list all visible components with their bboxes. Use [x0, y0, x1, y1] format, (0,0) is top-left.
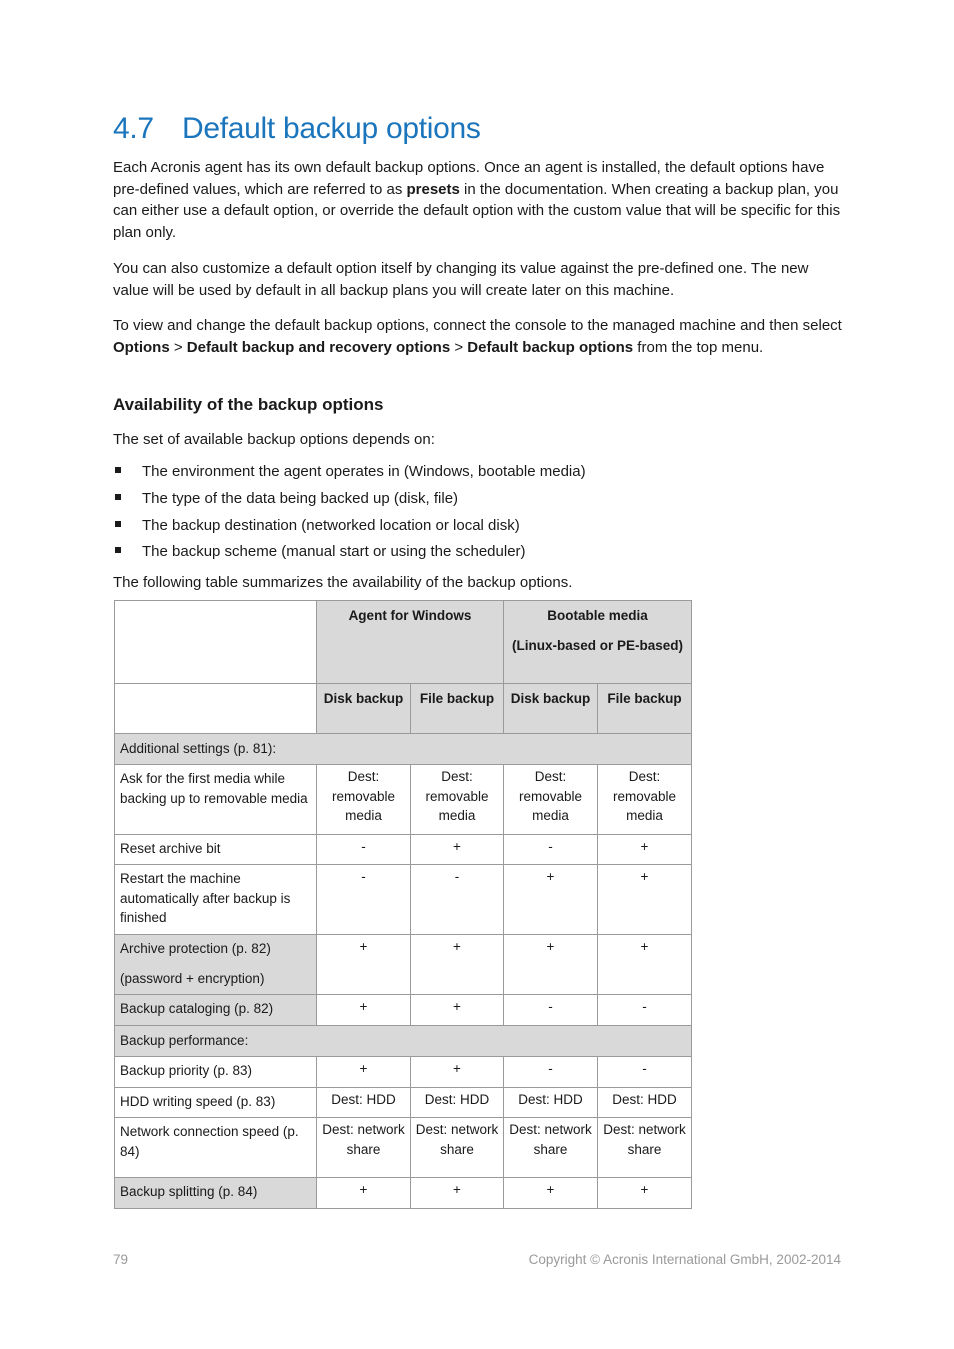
- table-cell: Dest: network share: [317, 1118, 411, 1178]
- section-title: Default backup options: [182, 112, 481, 145]
- table-cell: +: [317, 1057, 411, 1088]
- table-cell: +: [411, 835, 504, 865]
- table-corner-cell: [115, 684, 317, 734]
- table-row: [115, 1057, 692, 1088]
- path-separator: >: [169, 338, 187, 356]
- list-item-text: The environment the agent operates in (Windows, bootable media): [142, 463, 586, 480]
- table-cell: +: [411, 1057, 504, 1088]
- table-cell: Dest: removable media: [598, 765, 692, 835]
- table-row: [115, 995, 692, 1026]
- subheading-availability: Availability of the backup options: [113, 395, 384, 414]
- group-header-label: Agent for Windows: [348, 608, 472, 623]
- column-header-disk-backup: Disk backup: [317, 684, 411, 734]
- table-row: [115, 1118, 692, 1178]
- group-header-bootable-media: [504, 601, 692, 684]
- row-label: Backup cataloging (p. 82): [115, 995, 317, 1026]
- table-cell: -: [504, 1057, 598, 1088]
- table-cell: +: [598, 835, 692, 865]
- section-row: [115, 734, 692, 765]
- list-item-text: The type of the data being backed up (disk, file): [142, 489, 459, 507]
- table-cell: +: [411, 995, 504, 1026]
- row-label: [115, 935, 317, 995]
- table-cell: -: [504, 835, 598, 865]
- table-subheader-row: [115, 684, 692, 734]
- row-label: HDD writing speed (p. 83): [115, 1088, 317, 1118]
- section-label-additional-settings: Additional settings (p. 81):: [115, 734, 692, 765]
- paragraph-presets: [113, 157, 843, 243]
- table-cell: +: [317, 1178, 411, 1209]
- table-row: [115, 835, 692, 865]
- text-run: from the top menu.: [633, 338, 764, 356]
- column-header-file-backup: File backup: [411, 684, 504, 734]
- table-cell: +: [504, 1178, 598, 1209]
- group-header-label: Bootable media: [547, 608, 648, 623]
- row-label-line: Archive protection (p. 82): [120, 941, 271, 956]
- table-cell: -: [504, 995, 598, 1026]
- table-cell: +: [504, 865, 598, 935]
- text-run: Each Acronis agent has its own default backup options. Once an agent is installed, the default options have pre-defined values, which are referred to as: [113, 159, 825, 198]
- text-run: in the documentation. When creating a backup plan, you can either use a default option, or override the default option with the custom value that will be specific for this plan only.: [113, 180, 841, 241]
- row-label: Restart the machine automatically after backup is finished: [115, 865, 317, 935]
- table-cell: Dest: network share: [411, 1118, 504, 1178]
- table-corner-cell: [115, 601, 317, 684]
- page-number: 79: [113, 1252, 129, 1267]
- copyright-notice: Copyright © Acronis International GmbH, 2002-2014: [528, 1252, 841, 1267]
- table-row: [115, 865, 692, 935]
- bullet-list: [113, 461, 586, 568]
- table-cell: +: [411, 935, 504, 995]
- row-label: Reset archive bit: [115, 835, 317, 865]
- section-label-backup-performance: Backup performance:: [115, 1026, 692, 1057]
- table-row: [115, 935, 692, 995]
- paragraph-navigation: [113, 315, 843, 358]
- row-label: Ask for the first media while backing up to removable media: [115, 765, 317, 835]
- menu-path-default-backup-options: Default backup options: [467, 338, 634, 356]
- table-cell: Dest: removable media: [411, 765, 504, 835]
- section-row: [115, 1026, 692, 1057]
- bullet-square-icon: [115, 521, 121, 527]
- group-header-agent-windows: [317, 601, 504, 684]
- table-cell: +: [411, 1178, 504, 1209]
- table-cell: -: [598, 995, 692, 1026]
- menu-path-default-backup-recovery: Default backup and recovery options: [186, 338, 451, 356]
- paragraph-customize: You can also customize a default option itself by changing its value against the pre-defined one. The new value will be used by default in all backup plans you will create later on this machine.: [113, 260, 809, 299]
- row-label: Network connection speed (p. 84): [115, 1118, 317, 1178]
- table-cell: +: [317, 995, 411, 1026]
- row-label: Backup priority (p. 83): [115, 1057, 317, 1088]
- row-label-line: (password + encryption): [120, 970, 265, 986]
- table-cell: Dest: removable media: [504, 765, 598, 835]
- table-header-row: [115, 601, 692, 684]
- table-cell: Dest: removable media: [317, 765, 411, 835]
- column-header-disk-backup: Disk backup: [504, 684, 598, 734]
- table-cell: -: [411, 865, 504, 935]
- table-cell: -: [598, 1057, 692, 1088]
- table-cell: +: [598, 935, 692, 995]
- column-header-file-backup: File backup: [598, 684, 692, 734]
- row-label: Backup splitting (p. 84): [115, 1178, 317, 1209]
- list-item-text: The backup scheme (manual start or using the scheduler): [142, 543, 526, 561]
- bullet-square-icon: [115, 494, 121, 500]
- list-item: [113, 515, 586, 542]
- paragraph-depends-on: The set of available backup options depends on:: [113, 431, 435, 448]
- table-cell: +: [598, 865, 692, 935]
- table-cell: -: [317, 865, 411, 935]
- list-item: [113, 488, 586, 515]
- bullet-square-icon: [115, 547, 121, 553]
- section-heading: [113, 112, 481, 146]
- list-item: [113, 461, 586, 488]
- table-cell: +: [504, 935, 598, 995]
- list-item: [113, 541, 586, 568]
- table-cell: Dest: HDD: [317, 1088, 411, 1118]
- bold-term-presets: presets: [406, 180, 460, 198]
- table-row: [115, 765, 692, 835]
- table-row: [115, 1088, 692, 1118]
- path-separator: >: [450, 338, 468, 356]
- table-cell: Dest: HDD: [598, 1088, 692, 1118]
- table-cell: Dest: HDD: [411, 1088, 504, 1118]
- table-cell: Dest: network share: [504, 1118, 598, 1178]
- bullet-square-icon: [115, 467, 121, 473]
- table-cell: +: [317, 935, 411, 995]
- list-item-text: The backup destination (networked location or local disk): [142, 516, 520, 534]
- menu-path-options: Options: [113, 338, 170, 356]
- paragraph-table-intro: The following table summarizes the availability of the backup options.: [113, 574, 573, 591]
- group-header-sublabel: (Linux-based or PE-based): [511, 638, 684, 653]
- table-cell: Dest: HDD: [504, 1088, 598, 1118]
- section-number: 4.7: [113, 112, 154, 145]
- text-run: To view and change the default backup options, connect the console to the managed machine and then select: [113, 317, 842, 334]
- table-cell: -: [317, 835, 411, 865]
- backup-options-table: [114, 600, 692, 1209]
- table-cell: +: [598, 1178, 692, 1209]
- table-cell: Dest: network share: [598, 1118, 692, 1178]
- table-row: [115, 1178, 692, 1209]
